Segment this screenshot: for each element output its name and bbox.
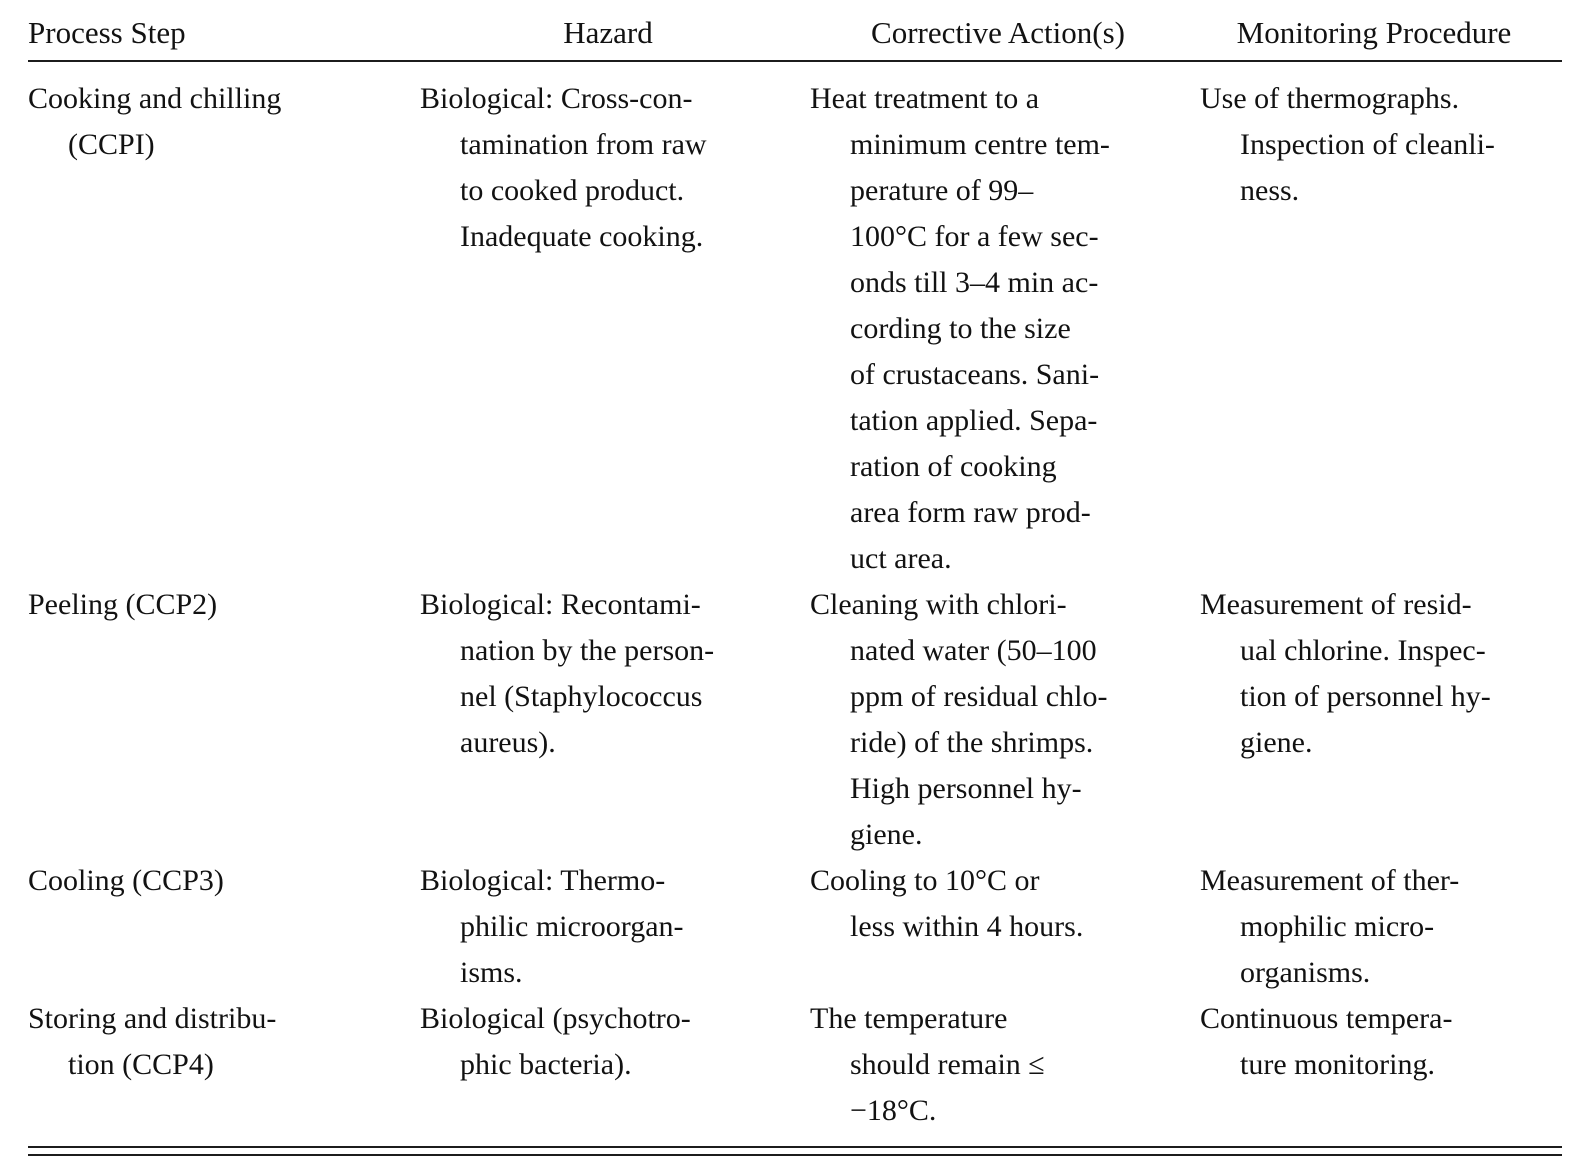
cell-monitoring-procedure: Measurement of resid- ual chlorine. Inspec- tion of personnel hy- giene.	[1200, 588, 1491, 759]
column-header-hazard: Hazard	[563, 15, 653, 50]
table-row	[28, 76, 1562, 582]
table-row	[28, 582, 1562, 858]
cell-monitoring-procedure: Use of thermographs. Inspection of cleanli- ness.	[1200, 82, 1495, 207]
cell-hazard: Biological: Recontami- nation by the person- nel (Staphylococcus aureus).	[420, 588, 715, 759]
cell-hazard: Biological: Thermo- philic microorgan- isms.	[420, 864, 684, 989]
column-header-process-step: Process Step	[28, 15, 186, 50]
bottom-double-rule	[28, 1146, 1562, 1156]
cell-process-step: Storing and distribu- tion (CCP4)	[28, 1002, 277, 1081]
cell-process-step: Cooling (CCP3)	[28, 864, 224, 897]
cell-corrective-actions: The temperature should remain ≤ −18°C.	[810, 1002, 1045, 1127]
cell-corrective-actions: Cleaning with chlori- nated water (50–100 ppm of residual chlo- ride) of the shrimps. High personnel hy- giene.	[810, 588, 1108, 851]
cell-corrective-actions: Heat treatment to a minimum centre tem- perature of 99– 100°C for a few sec- onds till 3–4 min ac- cording to the size of crustaceans. Sani- tation applied. Sepa- ration of cooking area form raw prod- uct area.	[810, 82, 1110, 575]
table-row	[28, 996, 1562, 1134]
table-body	[28, 62, 1562, 1134]
cell-process-step: Cooking and chilling (CCPI)	[28, 82, 282, 161]
column-header-monitoring-procedure: Monitoring Procedure	[1236, 15, 1512, 50]
cell-monitoring-procedure: Continuous tempera- ture monitoring.	[1200, 1002, 1453, 1081]
cell-hazard: Biological (psychotro- phic bacteria).	[420, 1002, 691, 1081]
cell-corrective-actions: Cooling to 10°C or less within 4 hours.	[810, 864, 1084, 943]
cell-hazard: Biological: Cross-con- tamination from raw to cooked product. Inadequate cooking.	[420, 82, 707, 253]
cell-process-step: Peeling (CCP2)	[28, 588, 218, 621]
column-header-corrective-actions: Corrective Action(s)	[871, 15, 1125, 50]
table-header-row	[28, 6, 1562, 60]
cell-monitoring-procedure: Measurement of ther- mophilic micro- organisms.	[1200, 864, 1460, 989]
table-row	[28, 858, 1562, 996]
